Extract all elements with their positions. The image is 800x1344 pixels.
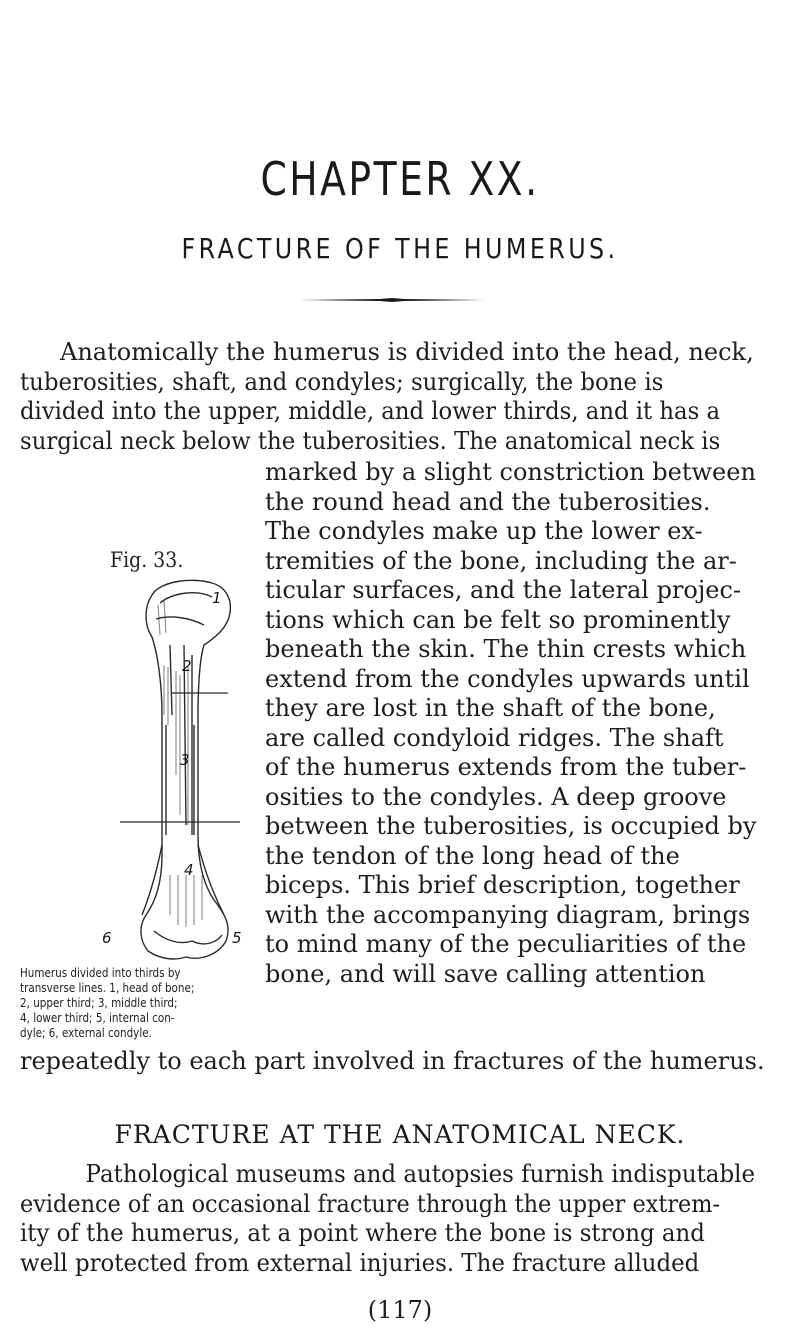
text-line: surgical neck below the tuberosities. The anatomical neck is — [20, 426, 721, 455]
text-line: of the humerus extends from the tuber- — [265, 753, 747, 781]
text-line: well protected from external injuries. The fracture alluded — [20, 1248, 700, 1277]
text-line: tremities of the bone, including the ar- — [265, 546, 737, 575]
caption-line: transverse lines. 1, head of bone; — [20, 980, 195, 995]
section-heading: FRACTURE AT THE ANATOMICAL NECK. — [114, 1120, 686, 1149]
figure-number-5: 5 — [232, 929, 242, 947]
figure-caption — [20, 965, 265, 1040]
text-line: The condyles make up the lower ex- — [265, 517, 703, 545]
figure-number-4: 4 — [184, 861, 194, 879]
figure-label: Fig. 33. — [110, 548, 184, 572]
text-line: tions which can be felt so prominently — [265, 605, 731, 634]
caption-line: 4, lower third; 5, internal con- — [20, 1010, 175, 1025]
text-line: ticular surfaces, and the lateral projec- — [265, 576, 742, 604]
text-line: divided into the upper, middle, and lower thirds, and it has a — [20, 397, 721, 425]
text-line: evidence of an occasional fracture through the upper extrem- — [20, 1189, 721, 1218]
text-line: bone, and will save calling attention — [265, 959, 706, 988]
text-line: are called condyloid ridges. The shaft — [265, 723, 724, 752]
page-number: (117) — [367, 1296, 433, 1324]
text-line: repeatedly to each part involved in fractures of the humerus. — [20, 1047, 765, 1075]
text-line: biceps. This brief description, together — [265, 871, 740, 899]
humerus-diagram — [100, 575, 280, 970]
intro-paragraph-wrapped — [265, 458, 765, 989]
text-line: with the accompanying diagram, brings — [265, 900, 751, 929]
figure-number-2: 2 — [182, 657, 192, 675]
section-paragraph — [20, 1160, 756, 1278]
text-line: beneath the skin. The thin crests which — [265, 635, 747, 663]
chapter-title: FRACTURE OF THE HUMERUS. — [181, 232, 619, 265]
text-line: osities to the condyles. A deep groove — [265, 782, 727, 811]
text-line: Anatomically the humerus is divided into the head, neck, — [60, 338, 754, 366]
text-line: to mind many of the peculiarities of the — [265, 930, 747, 958]
intro-paragraph-top — [20, 338, 755, 456]
text-line: they are lost in the shaft of the bone, — [265, 694, 716, 722]
text-line: extend from the condyles upwards until — [265, 664, 750, 693]
figure-number-6: 6 — [102, 929, 112, 947]
ornamental-rule — [300, 298, 485, 302]
text-line: Pathological museums and autopsies furnish indisputable — [85, 1160, 756, 1188]
text-line: ity of the humerus, at a point where the bone is strong and — [20, 1219, 705, 1247]
text-line: marked by a slight constriction between — [265, 458, 756, 486]
text-line: the tendon of the long head of the — [265, 841, 680, 870]
intro-paragraph-end — [20, 1047, 780, 1077]
figure-number-3: 3 — [180, 751, 190, 769]
text-line: tuberosities, shaft, and condyles; surgically, the bone is — [20, 367, 664, 396]
caption-line: 2, upper third; 3, middle third; — [20, 995, 178, 1010]
caption-line: Humerus divided into thirds by — [20, 965, 181, 980]
caption-line: dyle; 6, external condyle. — [20, 1025, 152, 1040]
text-line: between the tuberosities, is occupied by — [265, 812, 757, 840]
chapter-heading: CHAPTER XX. — [260, 152, 540, 206]
figure-number-1: 1 — [212, 589, 222, 607]
text-line: the round head and the tuberosities. — [265, 487, 711, 516]
